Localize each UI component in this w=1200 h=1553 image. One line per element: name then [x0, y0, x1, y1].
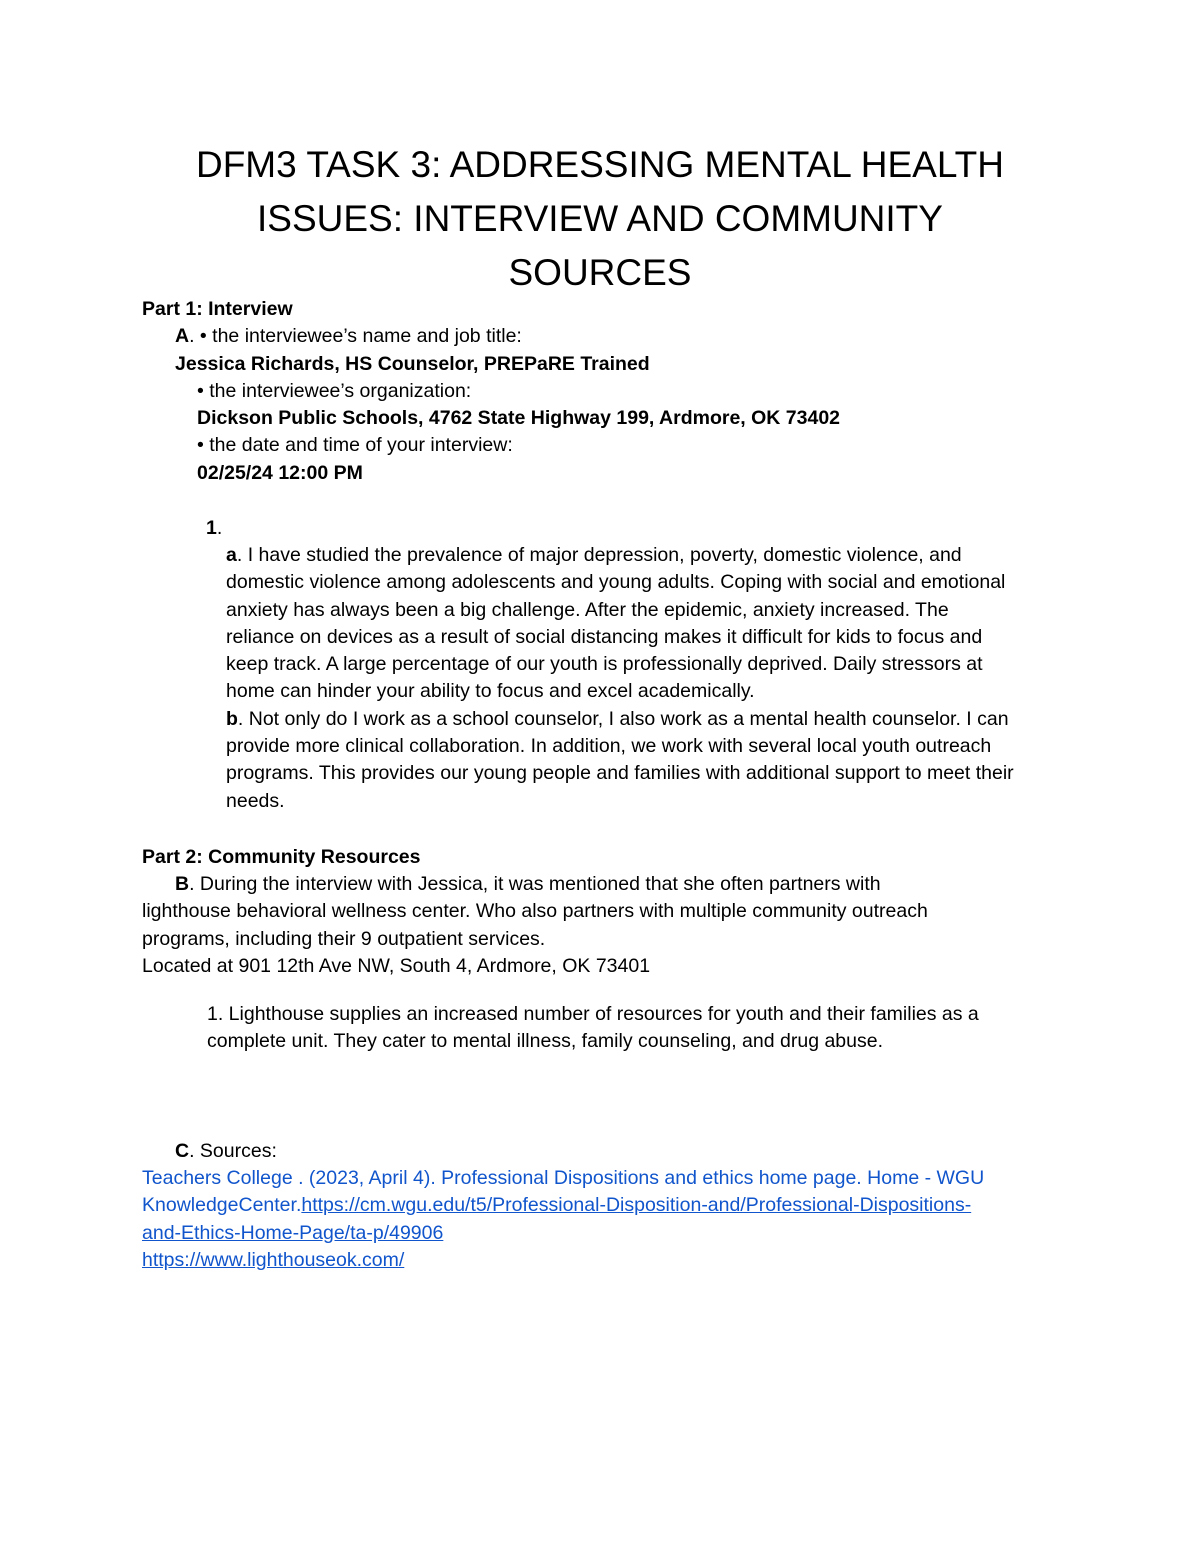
- paragraph-line: reliance on devices as a result of social distancing makes it difficult for kids to focus and: [226, 625, 983, 648]
- interviewee-name-prompt: [175, 323, 522, 350]
- interview-date-time: 02/25/24 12:00 PM: [197, 462, 363, 484]
- paragraph-line: [142, 871, 928, 898]
- question-number-dot: .: [216, 517, 223, 539]
- paragraph-line: lighthouse behavioral wellness center. Who also partners with multiple community outreach: [142, 900, 928, 923]
- reference-1-link-continued[interactable]: and-Ethics-Home-Page/ta-p/49906: [142, 1221, 444, 1244]
- paragraph-line: needs.: [226, 789, 285, 812]
- section-c-label: C: [175, 1140, 190, 1162]
- part2-heading: Part 2: Community Resources: [142, 846, 421, 868]
- paragraph-line: [226, 542, 1014, 569]
- answer-b-label: b: [226, 707, 238, 730]
- question-1-number: [206, 515, 222, 542]
- paragraph-line: complete unit. They cater to mental illness, family counseling, and drug abuse.: [207, 1030, 884, 1053]
- reference-1-link[interactable]: https://cm.wgu.edu/t5/Professional-Disposition-and/Professional-Dispositions-: [301, 1194, 972, 1217]
- reference-1-site: KnowledgeCenter.: [142, 1194, 302, 1217]
- line-text: . Not only do I work as a school counselor, I also work as a mental health counselor. I can: [237, 707, 1009, 730]
- paragraph-line: 1. Lighthouse supplies an increased number of resources for youth and their families as a: [207, 1003, 979, 1025]
- title-line: DFM3 TASK 3: ADDRESSING MENTAL HEALTH: [195, 144, 1004, 185]
- part2-item-1: [207, 1001, 979, 1056]
- interview-date-prompt: • the date and time of your interview:: [197, 434, 513, 456]
- title-line: SOURCES: [508, 252, 692, 293]
- paragraph-line: programs, including their 9 outpatient services.: [142, 927, 546, 950]
- paragraph-line: keep track. A large percentage of our youth is professionally deprived. Daily stressors at: [226, 653, 983, 676]
- paragraph-line: programs. This provides our young people and families with additional support to meet their: [226, 762, 1014, 785]
- document-title: [100, 138, 1100, 300]
- paragraph-line: Located at 901 12th Ave NW, South 4, Ardmore, OK 73401: [142, 954, 651, 977]
- paragraph-line: home can hinder your ability to focus and excel academically.: [226, 680, 755, 703]
- section-a-label: A: [175, 325, 190, 347]
- reference-2-link[interactable]: https://www.lighthouseok.com/: [142, 1248, 405, 1271]
- interviewee-name-title: Jessica Richards, HS Counselor, PREPaRE Trained: [175, 353, 650, 375]
- section-b-label: B: [175, 873, 190, 895]
- paragraph-line: [226, 706, 1014, 733]
- answer-a-paragraph: [226, 542, 1014, 815]
- paragraph-line: anxiety has always been a big challenge. After the epidemic, anxiety increased. The: [226, 598, 949, 621]
- reference-1-text: Teachers College . (2023, April 4). Professional Dispositions and ethics home page. Home - WGU: [142, 1167, 985, 1189]
- line-text: . I have studied the prevalence of major depression, poverty, domestic violence, and: [236, 544, 962, 566]
- references-list: [142, 1165, 984, 1274]
- organization-prompt: • the interviewee’s organization:: [197, 380, 472, 402]
- sources-heading: [175, 1138, 277, 1165]
- line-text: . During the interview with Jessica, it was mentioned that she often partners with: [189, 873, 881, 895]
- reference-1-line-2: [142, 1192, 984, 1219]
- paragraph-line: provide more clinical collaboration. In addition, we work with several local youth outreach: [226, 735, 992, 758]
- sources-label: . Sources:: [189, 1140, 277, 1162]
- answer-a-label: a: [226, 544, 237, 566]
- question-number: 1: [206, 517, 217, 539]
- interviewee-organization: Dickson Public Schools, 4762 State Highway 199, Ardmore, OK 73402: [197, 407, 841, 429]
- part1-heading: Part 1: Interview: [142, 298, 293, 320]
- title-line: ISSUES: INTERVIEW AND COMMUNITY: [257, 198, 943, 239]
- paragraph-line: domestic violence among adolescents and young adults. Coping with social and emotional: [226, 571, 1006, 594]
- part2-paragraph: [142, 871, 928, 980]
- prompt-text: . • the interviewee’s name and job title:: [189, 325, 522, 347]
